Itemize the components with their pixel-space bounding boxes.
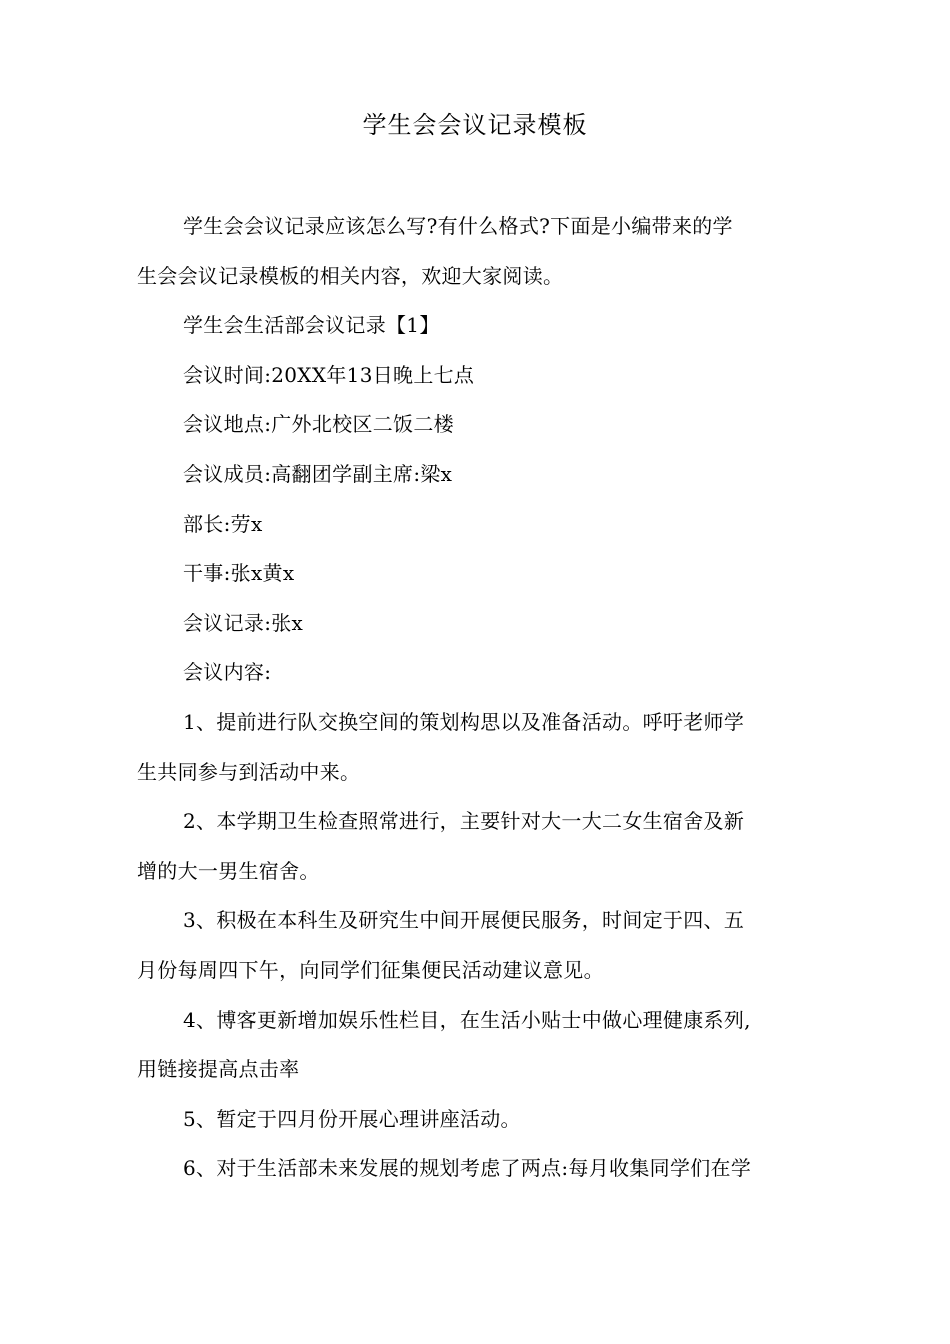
agenda-item: 5、暂定于四月份开展心理讲座活动。 (183, 1106, 521, 1131)
agenda-item-continued: 增的大一男生宿舍。 (137, 858, 320, 883)
paragraph-line: 学生会会议记录应该怎么写?有什么格式?下面是小编带来的学 (183, 214, 733, 238)
agenda-item: 6、对于生活部未来发展的规划考虑了两点:每月收集同学们在学 (183, 1156, 752, 1181)
agenda-item-continued: 生共同参与到活动中来。 (137, 759, 361, 784)
meeting-recorder: 会议记录:张x (183, 610, 304, 635)
agenda-item: 4、博客更新增加娱乐性栏目，在生活小贴士中做心理健康系列, (183, 1007, 751, 1032)
meeting-members-minister: 部长:劳x (183, 511, 263, 536)
agenda-item: 1、提前进行队交换空间的策划构思以及准备活动。呼吁老师学 (183, 709, 745, 734)
agenda-item-continued: 月份每周四下午，向同学们征集便民活动建议意见。 (137, 957, 604, 982)
meeting-members-staff: 干事:张x黄x (183, 561, 295, 586)
section-heading: 学生会生活部会议记录【1】 (183, 313, 440, 338)
agenda-item-continued: 用链接提高点击率 (137, 1057, 300, 1082)
agenda-item: 2、本学期卫生检查照常进行，主要针对大一大二女生宿舍及新 (183, 809, 745, 834)
document-title: 学生会会议记录模板 (362, 111, 588, 139)
meeting-location: 会议地点:广外北校区二饭二楼 (183, 412, 454, 437)
agenda-item: 3、积极在本科生及研究生中间开展便民服务，时间定于四、五 (183, 908, 745, 933)
meeting-time: 会议时间:20XX年13日晚上七点 (183, 362, 475, 387)
meeting-content-label: 会议内容: (183, 660, 272, 685)
document-body (137, 202, 805, 1194)
meeting-members: 会议成员:高翻团学副主席:梁x (183, 461, 453, 486)
paragraph-line: 生会会议记录模板的相关内容，欢迎大家阅读。 (137, 263, 564, 288)
